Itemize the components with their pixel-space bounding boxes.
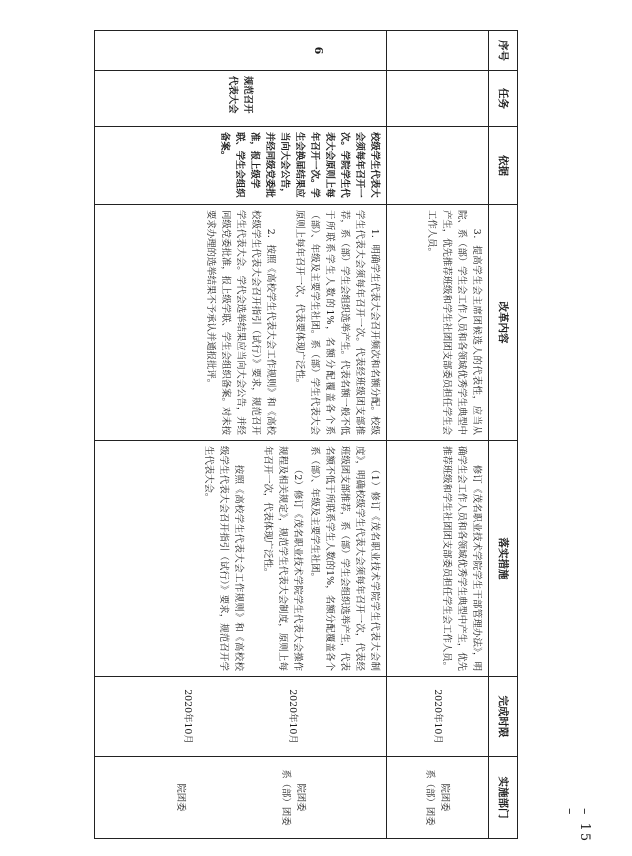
header-basis: 依据 [489, 127, 518, 205]
cell-measures [95, 441, 387, 677]
measure-item-2: （2）修订《茂名职业技术学院学生代表大会操作规程及相关规定》，规范学生代表大会制度，原则上每年召开一次，代表体现广泛性。 [262, 446, 303, 671]
page-number: – 15 – [562, 808, 592, 844]
reform-item-3: 3．提高学生会主席团候选人的代表性，应当从院、系（部）学生会工作人员和各领域优秀学生典型中产生，优先推荐班级和学生社团团支部委员担任学生会工作人员。 [426, 210, 482, 436]
cell-dept: 院团委 系（部）团委 [387, 757, 489, 839]
cell-no [387, 31, 489, 71]
header-dept: 实施部门 [489, 757, 518, 839]
cell-task [387, 71, 489, 127]
cell-basis: 校级学生代表大会须每年召开一次。学院学生代表大会原则上每年召开一次。学生会换届结果应当向大会公告，并经同级党委批准，报上级学联、学生会组织备案。 [95, 127, 387, 205]
table-row [387, 31, 489, 839]
reform-table [94, 30, 518, 839]
cell-task: 规范召开代表大会 [95, 71, 387, 127]
deadline-2: 2020年10月 [182, 689, 194, 744]
header-deadline: 完成时限 [489, 677, 518, 757]
measure-item-3: 按照《高校学生代表大会工作规则》和《高校校级学生代表大会召开指引（试行）》要求，规范召开学生代表大会。 [203, 446, 244, 671]
header-no: 序号 [489, 31, 518, 71]
table-row [95, 31, 387, 839]
table-header-row [489, 31, 518, 839]
reform-item-1: 1．明确学生代表大会召开频次和名额分配。校级学生代表大会须每年召开一次。代表经班级团支部推荐，系（部）学生会组织选举产生。代表名额一般不低于所联系学生人数的1%，名额分配覆盖各个系（部）、年级及主要学生社团。系（部）学生代表大会原则上每年召开一次，代表要体现广泛性。 [294, 210, 380, 436]
header-reform: 改革内容 [489, 205, 518, 441]
rotated-page [96, 30, 518, 838]
cell-reform [95, 205, 387, 441]
dept-2: 院团委 [175, 783, 186, 812]
cell-deadline: 2020年10月 [387, 677, 489, 757]
dept-1: 院团委 系（部）团委 [280, 769, 306, 826]
reform-item-2: 2．按照《高校学生代表大会工作规则》和《高校校级学生代表大会召开指引（试行）》要求，规范召开学生代表大会。学代会选举结果应当向大会公告，并经同级党委批准，报上级学联、学生会组织备案。对未按要求办理的选举结果不予承认并通报批评。 [205, 210, 276, 436]
cell-reform [387, 205, 489, 441]
cell-basis [387, 127, 489, 205]
header-task: 任务 [489, 71, 518, 127]
cell-measures [387, 441, 489, 677]
measure-item-1: （1）修订《茂名职业技术学院学生代表大会制度》，明确校级学生代表大会须每年召开一次，代表经班级团支部推荐，系（部）学生会组织选举产生，代表名额不低于所联系学生人数的1%，名额分配覆盖各个系（部）、年级及主要学生社团。 [309, 446, 380, 672]
cell-no: 6 [95, 31, 387, 71]
header-measures: 落实措施 [489, 441, 518, 677]
measure-item: 修订《茂名职业技术学院学生干部管理办法》，明确学生会工作人员和各领域优秀学生典型中产生，优先推荐班级和学生社团团支部委员担任学生会工作人员。 [441, 446, 482, 672]
cell-deadline [95, 677, 387, 757]
cell-dept [95, 757, 387, 839]
deadline-1: 2020年10月 [287, 689, 299, 744]
